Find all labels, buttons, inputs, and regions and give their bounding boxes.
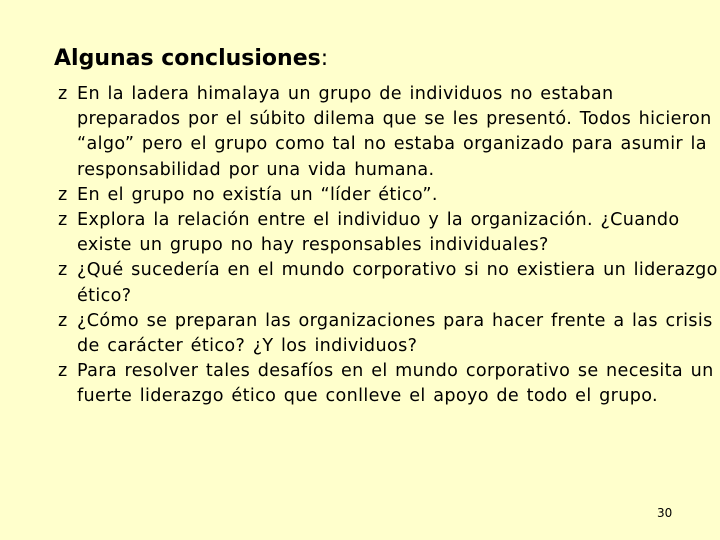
conclusion-text: En la ladera himalaya un grupo de individuos no estaban preparados por el súbito dilema que se les presentó. Todos hicieron “algo” pero el grupo como tal no estaba organizado para asumir la responsabilidad por una vida humana. — [77, 84, 712, 180]
conclusion-item — [58, 258, 718, 308]
conclusion-item — [58, 183, 718, 208]
bullet-marker-icon: z — [58, 84, 68, 104]
conclusion-text: En el grupo no existía un “líder ético”. — [77, 184, 438, 205]
bullet-marker-icon: z — [58, 210, 68, 231]
conclusion-text: ¿Qué sucedería en el mundo corporativo si no existiera un liderazgo ético? — [77, 260, 718, 306]
bullet-marker-icon: z — [58, 361, 68, 382]
page-number: 30 — [657, 506, 673, 520]
bullet-marker-icon: z — [58, 260, 68, 281]
conclusion-text: ¿Cómo se preparan las organizaciones para hacer frente a las crisis de carácter ético? ¿Y los individuos? — [77, 310, 713, 357]
conclusion-text: Explora la relación entre el individuo y la organización. ¿Cuando existe un grupo no hay responsables individuales? — [77, 210, 680, 256]
conclusion-item — [58, 82, 718, 183]
slide-title-text: Algunas conclusiones — [54, 46, 321, 71]
slide-title-colon: : — [320, 46, 329, 71]
bullet-marker-icon: z — [58, 310, 68, 331]
conclusion-item — [58, 359, 718, 409]
conclusion-item — [58, 208, 718, 258]
conclusion-item — [58, 309, 718, 359]
bullet-marker-icon: z — [58, 184, 68, 205]
conclusion-text: Para resolver tales desafíos en el mundo corporativo se necesita un fuerte liderazgo ético que conlleve el apoyo de todo el grupo. — [77, 361, 714, 407]
conclusions-list — [58, 82, 718, 410]
slide-title — [54, 44, 328, 74]
